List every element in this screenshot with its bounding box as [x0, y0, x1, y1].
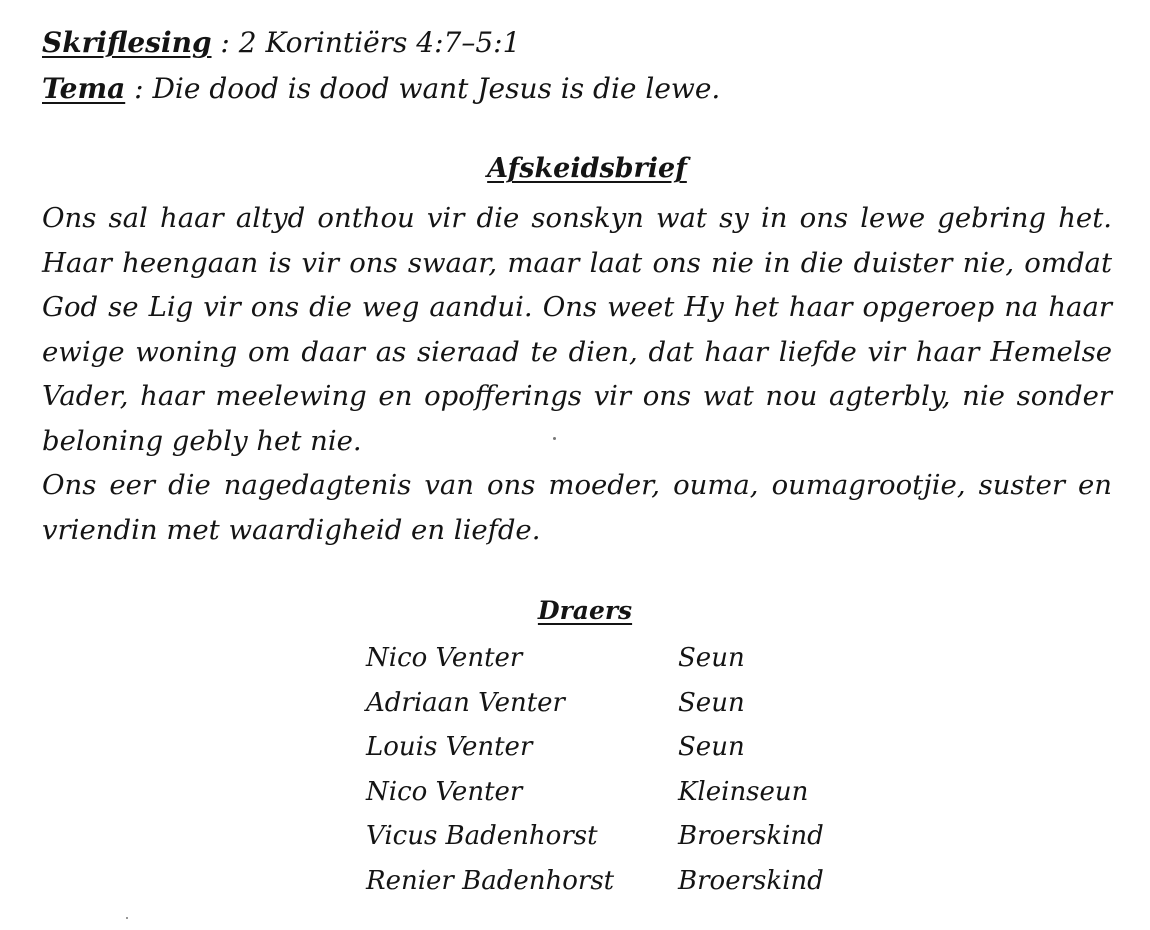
bearer-name: Louis Venter — [366, 732, 533, 763]
theme-label: Tema — [42, 72, 126, 105]
farewell-letter-paragraph-1: Ons sal haar altyd onthou vir die sonskyn wat sy in ons lewe gebring het. Haar heengaan is vir ons swaar, maar laat ons nie in die duister nie, omdat God se Lig vir ons die weg aandui. Ons weet Hy het haar opgeroep na haar ewige woning om daar as sieraad te dien, dat haar liefde vir haar Hemelse Vader, haar meelewing en opofferings vir ons wat nou agterbly, nie sonder beloning gebly het nie. — [42, 202, 1112, 457]
theme-line — [42, 72, 720, 106]
bearer-row — [366, 770, 824, 815]
bearers-title: Draers — [537, 596, 633, 625]
farewell-letter-paragraph-2: Ons eer die nagedagtenis van ons moeder, ouma, oumagrootjie, suster en vriendin met waardigheid en liefde. — [42, 469, 1112, 546]
bearer-relation: Kleinseun — [678, 776, 809, 807]
scan-speck — [553, 437, 556, 440]
scripture-reading-value: 2 Korintiërs 4:7–5:1 — [238, 26, 521, 59]
bearers-list — [366, 636, 824, 904]
theme-separator: : — [125, 72, 153, 105]
bearer-row — [366, 859, 824, 904]
bearer-row — [366, 814, 824, 859]
bearer-row — [366, 725, 824, 770]
bearer-name: Nico Venter — [366, 643, 523, 673]
bearer-relation: Seun — [678, 643, 745, 673]
scripture-reading-label: Skriflesing — [42, 26, 212, 59]
bearer-row — [366, 636, 824, 681]
bearer-relation: Broerskind — [678, 821, 824, 852]
theme-value: Die dood is dood want Jesus is die lewe. — [152, 72, 721, 105]
bearer-row — [366, 681, 824, 726]
bearer-relation: Seun — [678, 687, 745, 718]
bearer-name: Vicus Badenhorst — [366, 821, 598, 852]
farewell-letter-body — [42, 196, 1112, 552]
farewell-letter-title: Afskeidsbrief — [487, 153, 687, 184]
bearer-relation: Seun — [678, 732, 745, 763]
scan-speck — [126, 917, 128, 919]
scripture-reading-separator: : — [211, 26, 239, 59]
scripture-reading-line — [42, 26, 520, 60]
bearer-name: Renier Badenhorst — [366, 865, 615, 896]
bearer-name: Nico Venter — [366, 776, 523, 807]
bearer-name: Adriaan Venter — [366, 687, 565, 718]
bearer-relation: Broerskind — [678, 865, 824, 896]
